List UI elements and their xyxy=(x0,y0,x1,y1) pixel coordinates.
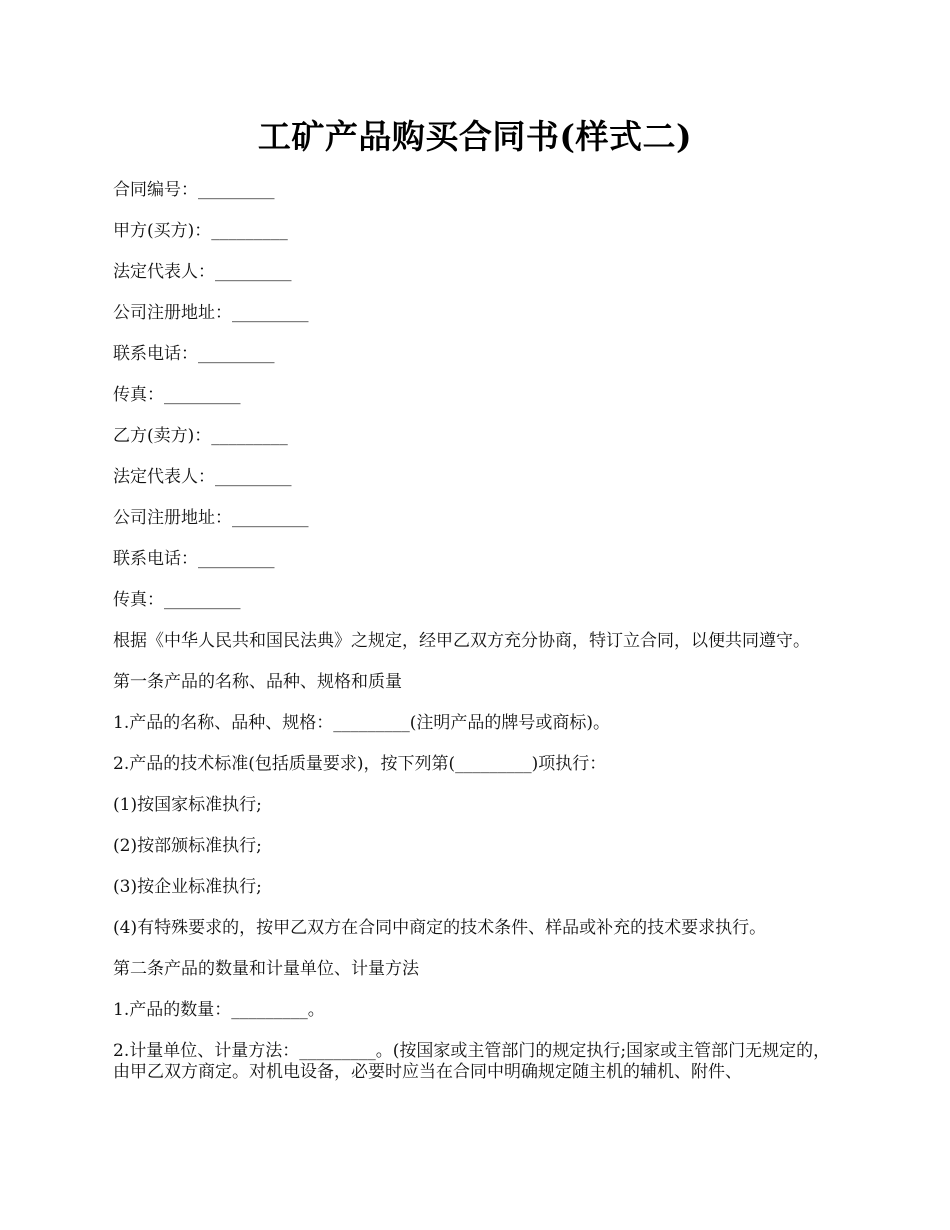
article-1-item-1: 1.产品的名称、品种、规格：_________(注明产品的牌号或商标)。 xyxy=(113,713,610,733)
party-b-line: 乙方(卖方)：_________ xyxy=(113,426,288,446)
document-title: 工矿产品购买合同书(样式二) xyxy=(257,117,693,156)
party-a-line: 甲方(买方)：_________ xyxy=(113,221,288,241)
standard-option-4: (4)有特殊要求的，按甲乙双方在合同中商定的技术条件、样品或补充的技术要求执行。 xyxy=(113,918,767,938)
party-b-representative-line: 法定代表人：_________ xyxy=(113,467,292,487)
document-body xyxy=(113,180,843,1103)
standard-option-2: (2)按部颁标准执行; xyxy=(113,836,262,856)
party-a-address-line: 公司注册地址：_________ xyxy=(113,303,309,323)
standard-option-3: (3)按企业标准执行; xyxy=(113,877,262,897)
contract-number-line: 合同编号：_________ xyxy=(113,180,275,200)
preamble-paragraph: 根据《中华人民共和国民法典》之规定，经甲乙双方充分协商，特订立合同，以便共同遵守。 xyxy=(113,631,810,651)
party-b-fax-line: 传真：_________ xyxy=(113,590,241,610)
article-2-item-1: 1.产品的数量：_________。 xyxy=(113,1000,325,1020)
party-b-address-line: 公司注册地址：_________ xyxy=(113,508,309,528)
article-1-item-2: 2.产品的技术标准(包括质量要求)，按下列第(_________)项执行： xyxy=(113,754,607,774)
party-b-phone-line: 联系电话：_________ xyxy=(113,549,275,569)
party-a-fax-line: 传真：_________ xyxy=(113,385,241,405)
party-a-representative-line: 法定代表人：_________ xyxy=(113,262,292,282)
article-2-item-2: 2.计量单位、计量方法：_________。(按国家或主管部门的规定执行;国家或主管部门无规定的，由甲乙双方商定。对机电设备，必要时应当在合同中明确规定随主机的辅机、附件、 xyxy=(113,1041,831,1082)
party-a-phone-line: 联系电话：_________ xyxy=(113,344,275,364)
article-2-heading: 第二条产品的数量和计量单位、计量方法 xyxy=(113,959,419,979)
article-1-heading: 第一条产品的名称、品种、规格和质量 xyxy=(113,672,402,692)
standard-option-1: (1)按国家标准执行; xyxy=(113,795,262,815)
